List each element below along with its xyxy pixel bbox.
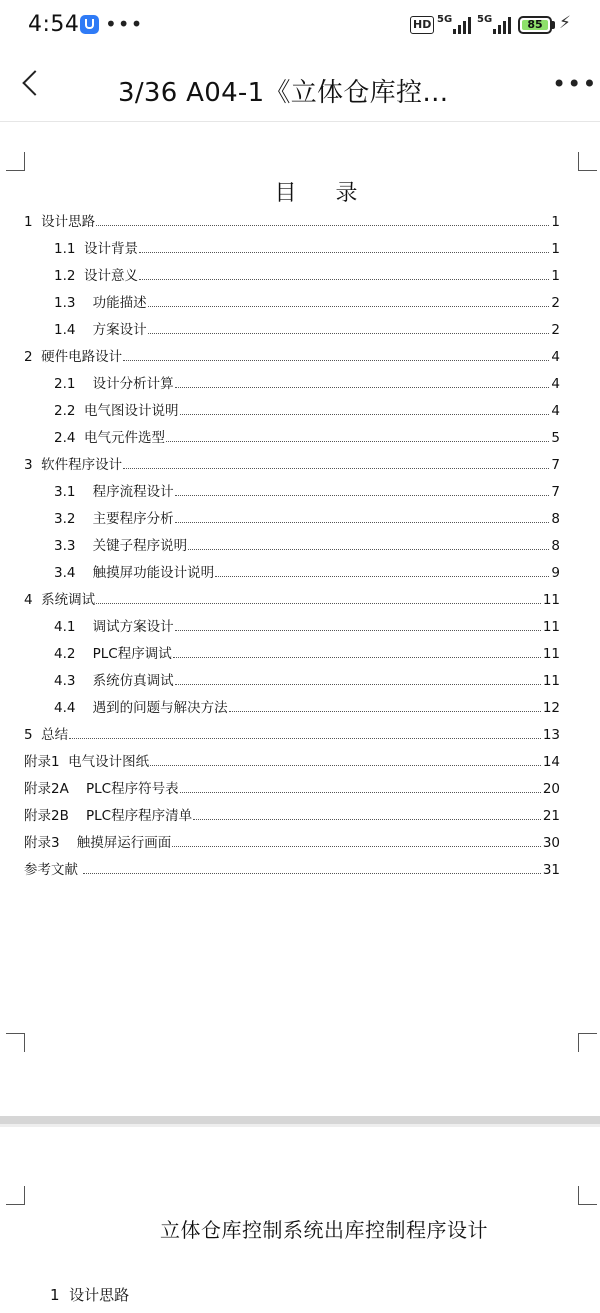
page-corner-mark [578,152,597,171]
toc-dot-leader [175,522,550,523]
toc-entry-page: 11 [542,592,560,608]
toc-entry-page: 5 [551,430,560,446]
battery-level: 85 [527,18,543,31]
nav-bar [0,50,600,122]
toc-entry-page: 4 [551,376,560,392]
battery-icon [518,16,552,34]
toc-entry-page: 1 [551,268,560,284]
back-icon[interactable] [22,70,47,95]
status-bar [0,0,600,50]
signal-1-label: 5G [437,14,453,25]
toc-dot-leader [193,819,541,820]
toc-entry-label: 3.4 触摸屏功能设计说明 [54,565,215,581]
toc-entry-label: 4.4 遇到的问题与解决方法 [54,700,228,716]
toc-entry-page: 11 [542,673,560,689]
toc-entry-label: 附录3 触摸屏运行画面 [24,835,172,851]
document-title: 3/36 A04-1《立体仓库控… [118,78,449,108]
toc-dot-leader [180,792,541,793]
toc-entry-label: 1 设计思路 [24,214,96,230]
more-options-icon[interactable]: ••• [552,70,598,98]
toc-dot-leader [172,846,541,847]
toc-entry[interactable] [24,824,560,851]
toc-entry-page: 31 [542,862,560,878]
toc-entry-page: 9 [551,565,560,581]
toc-dot-leader [96,225,549,226]
signal-1-icon [437,14,473,34]
toc-entry[interactable] [54,365,560,392]
toc-entry-page: 7 [551,457,560,473]
toc-dot-leader [69,738,541,739]
toc-entry[interactable] [54,689,560,716]
toc-dot-leader [173,657,541,658]
page-separator-shadow [0,1124,600,1127]
toc-entry-label: 3 软件程序设计 [24,457,123,473]
page-corner-mark [6,152,25,171]
toc-entry[interactable] [24,716,560,743]
battery-tip [552,21,555,29]
toc-entry[interactable] [24,743,560,770]
toc-entry-page: 13 [542,727,560,743]
toc-entry-label: 4.2 PLC程序调试 [54,646,172,662]
toc-entry-page: 8 [551,538,560,554]
toc-entry-label: 2.4 电气元件选型 [54,430,166,446]
status-time: 4:54 [28,12,80,37]
toc-entry-label: 1.4 方案设计 [54,322,147,338]
signal-2-label: 5G [477,14,493,25]
charging-icon: ⚡ [559,13,571,33]
page-corner-mark [578,1033,597,1052]
toc-entry-label: 3.2 主要程序分析 [54,511,174,527]
toc-entry[interactable] [24,338,560,365]
toc-entry[interactable] [54,473,560,500]
toc-entry-page: 4 [551,349,560,365]
toc-entry-label: 4.1 调试方案设计 [54,619,174,635]
toc-entry-label: 参考文献 [24,862,83,878]
toc-entry-page: 4 [551,403,560,419]
toc-dot-leader [215,576,549,577]
toc-dot-leader [180,414,550,415]
toc-entry-page: 11 [542,646,560,662]
toc-dot-leader [148,333,550,334]
signal-2-icon [477,14,513,34]
toc-entry[interactable] [24,851,560,878]
toc-entry-label: 附录2A PLC程序符号表 [24,781,179,797]
toc-entry[interactable] [54,230,560,257]
toc-dot-leader [175,495,550,496]
toc-dot-leader [175,387,550,388]
toc-title: 目 录 [274,181,374,206]
toc-entry-label: 1.1 设计背景 [54,241,139,257]
toc-entry[interactable] [54,257,560,284]
toc-entry-page: 2 [551,322,560,338]
page-corner-mark [6,1033,25,1052]
toc-entry[interactable] [24,770,560,797]
toc-entry-page: 14 [542,754,560,770]
toc-entry-label: 4 系统调试 [24,592,96,608]
toc-entry-label: 2.2 电气图设计说明 [54,403,179,419]
toc-entry[interactable] [24,581,560,608]
notification-more-icon: ••• [105,12,144,36]
toc-entry-page: 1 [551,214,560,230]
toc-entry[interactable] [24,203,560,230]
toc-entry-page: 2 [551,295,560,311]
toc-entry-label: 5 总结 [24,727,69,743]
toc-entry[interactable] [54,527,560,554]
toc-dot-leader [175,630,541,631]
toc-dot-leader [123,360,549,361]
toc-entry[interactable] [54,419,560,446]
toc-entry-page: 1 [551,241,560,257]
toc-entry-label: 2 硬件电路设计 [24,349,123,365]
toc-dot-leader [96,603,541,604]
header-divider [0,121,600,122]
toc-dot-leader [229,711,541,712]
toc-entry-page: 21 [542,808,560,824]
page-corner-mark [6,1186,25,1205]
toc-entry-label: 附录1 电气设计图纸 [24,754,150,770]
hd-voice-icon: HD [410,16,434,34]
toc-dot-leader [150,765,541,766]
toc-entry[interactable] [24,797,560,824]
toc-entry-page: 12 [542,700,560,716]
app-notification-icon [80,15,99,34]
toc-entry-page: 11 [542,619,560,635]
toc-dot-leader [148,306,550,307]
toc-entry-label: 1.2 设计意义 [54,268,139,284]
toc-dot-leader [139,252,549,253]
toc-entry[interactable] [54,500,560,527]
toc-dot-leader [188,549,549,550]
toc-entry[interactable] [54,554,560,581]
toc-dot-leader [123,468,549,469]
toc-entry-label: 3.1 程序流程设计 [54,484,174,500]
toc-dot-leader [139,279,549,280]
toc-entry[interactable] [24,446,560,473]
toc-entry-page: 8 [551,511,560,527]
toc-entry-page: 30 [542,835,560,851]
toc-entry[interactable] [54,284,560,311]
toc-dot-leader [175,684,541,685]
toc-entry[interactable] [54,392,560,419]
toc-entry-page: 20 [542,781,560,797]
toc-entry[interactable] [54,635,560,662]
toc-entry-label: 1.3 功能描述 [54,295,147,311]
toc-dot-leader [166,441,549,442]
page-2-title: 立体仓库控制系统出库控制程序设计 [160,1218,488,1242]
toc-entry-page: 7 [551,484,560,500]
toc-entry-label: 附录2B PLC程序程序清单 [24,808,193,824]
section-heading: 1 设计思路 [50,1286,130,1304]
page-separator [0,1116,600,1124]
page-corner-mark [578,1186,597,1205]
toc-dot-leader [83,873,541,874]
toc-entry-label: 3.3 关键子程序说明 [54,538,188,554]
toc-entry[interactable] [54,311,560,338]
toc-entry-label: 4.3 系统仿真调试 [54,673,174,689]
toc-entry-label: 2.1 设计分析计算 [54,376,174,392]
toc-entry[interactable] [54,662,560,689]
toc-entry[interactable] [54,608,560,635]
